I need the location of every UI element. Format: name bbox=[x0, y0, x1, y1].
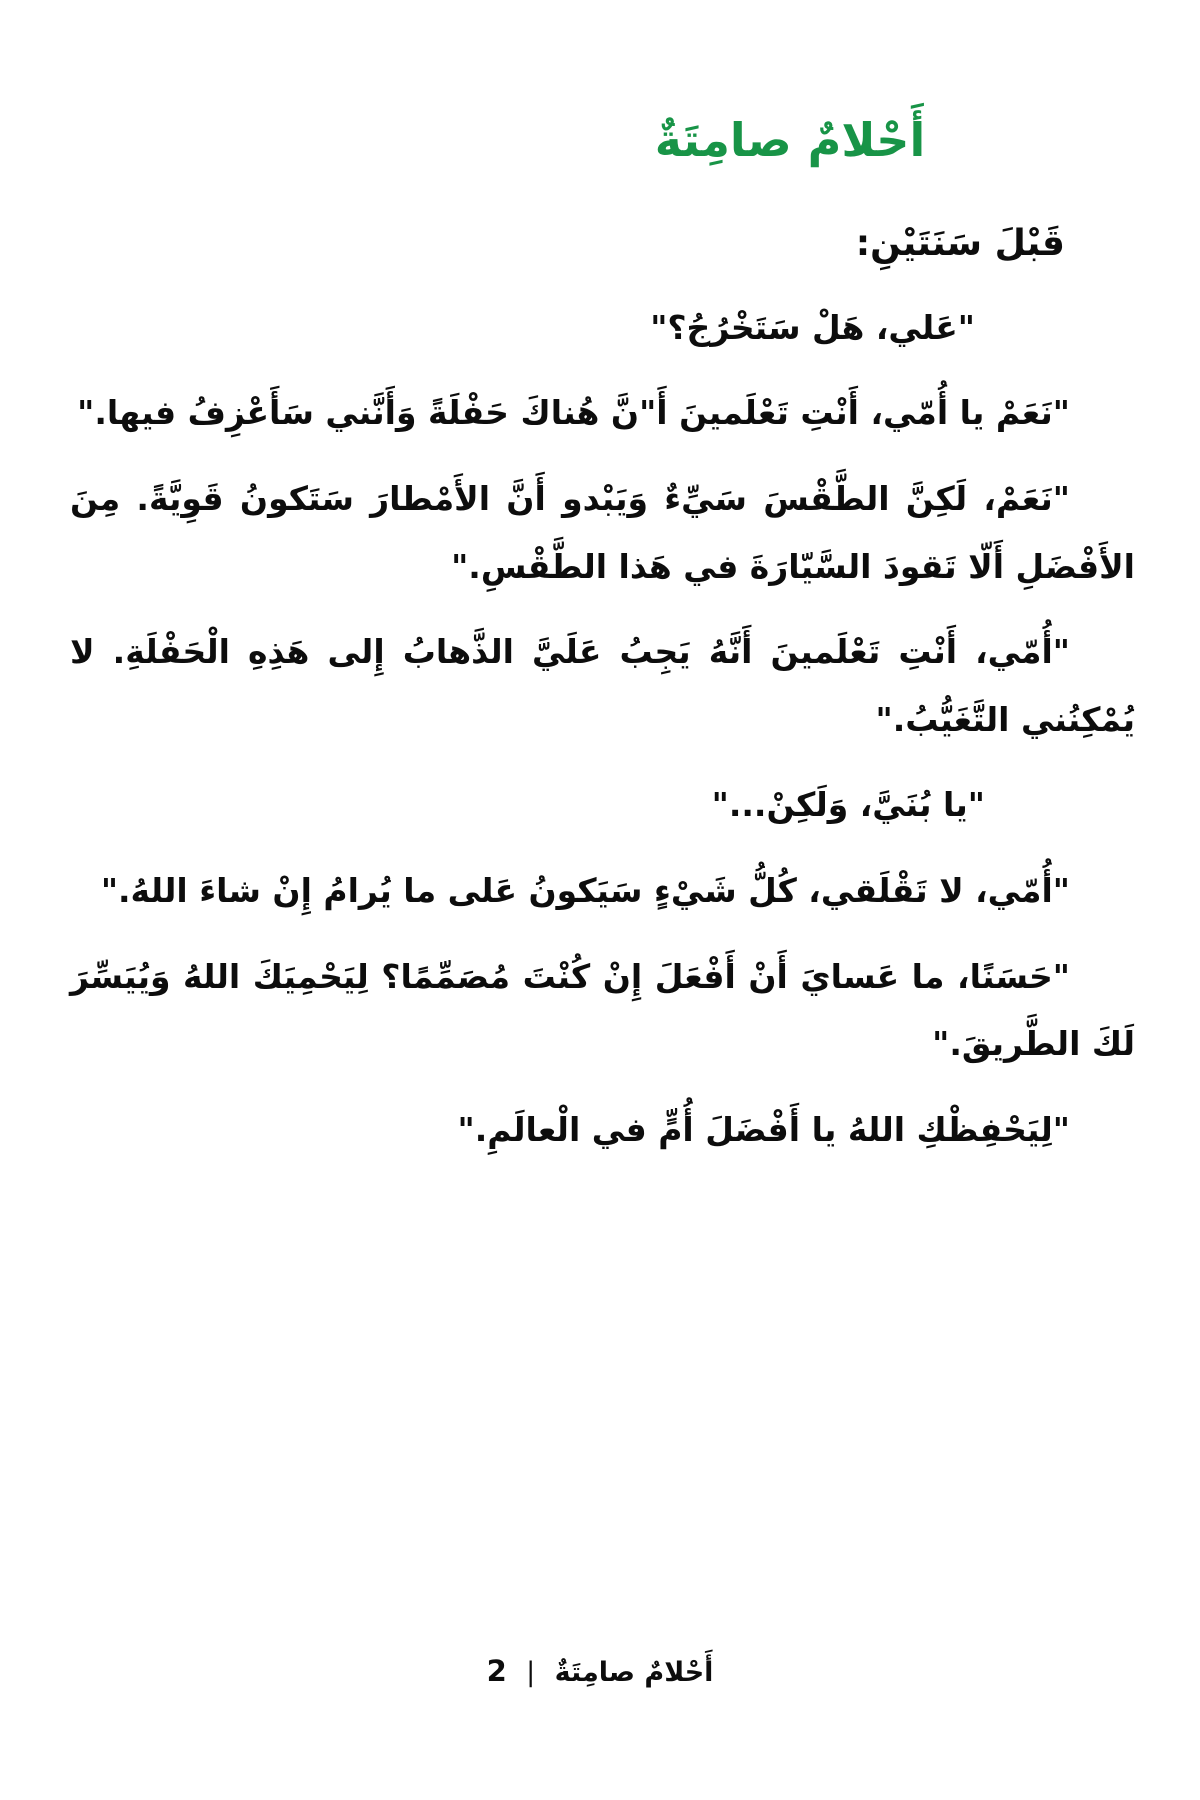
footer-separator: | bbox=[526, 1657, 536, 1688]
dialogue-paragraph-7: "حَسَنًا، ما عَسايَ أَنْ أَفْعَلَ إِنْ كُنْتَ مُصَمِّمًا؟ لِيَحْمِيَكَ اللهُ وَيُيَسِّرَ لَكَ الطَّريقَ." bbox=[70, 956, 1135, 1064]
dialogue-paragraph-6: "أُمّي، لا تَقْلَقي، كُلُّ شَيْءٍ سَيَكونُ عَلى ما يُرامُ إِنْ شاءَ اللهُ." bbox=[100, 871, 1070, 911]
footer-page-number: 2 bbox=[486, 1654, 507, 1688]
dialogue-paragraph-3: "نَعَمْ، لَكِنَّ الطَّقْسَ سَيِّءٌ وَيَبْدو أَنَّ الأَمْطارَ سَتَكونُ قَوِيَّةً. مِنَ الأَفْضَلِ أَلّا تَقودَ السَّيّارَةَ في هَذا الطَّقْسِ." bbox=[70, 478, 1135, 586]
dialogue-paragraph-5: "يا بُنَيَّ، وَلَكِنْ..." bbox=[711, 785, 985, 825]
dialogue-paragraph-4: "أُمّي، أَنْتِ تَعْلَمينَ أَنَّهُ يَجِبُ عَلَيَّ الذَّهابُ إِلى هَذِهِ الْحَفْلَةِ. لا يُمْكِنُني التَّغَيُّبُ." bbox=[70, 632, 1135, 739]
story-content bbox=[70, 208, 1135, 1164]
dialogue-paragraph-8: "لِيَحْفِظْكِ اللهُ يا أَفْضَلَ أُمٍّ في الْعالَمِ." bbox=[457, 1110, 1070, 1149]
section-heading: قَبْلَ سَنَتَيْنِ: bbox=[855, 222, 1065, 264]
page-footer bbox=[0, 1645, 1200, 1698]
dialogue-paragraph-2: "نَعَمْ يا أُمّي، أَنْتِ تَعْلَمينَ أَ"نَّ هُناكَ حَفْلَةً وَأَنَّني سَأَعْزِفُ فيها." bbox=[77, 393, 1070, 433]
page-title: أَحْلامٌ صامِتَةٌ bbox=[654, 113, 926, 167]
dialogue-paragraph-1: "عَلي، هَلْ سَتَخْرُجُ؟" bbox=[650, 307, 975, 347]
footer-book-title: أَحْلامٌ صامِتَةٌ bbox=[554, 1657, 714, 1688]
